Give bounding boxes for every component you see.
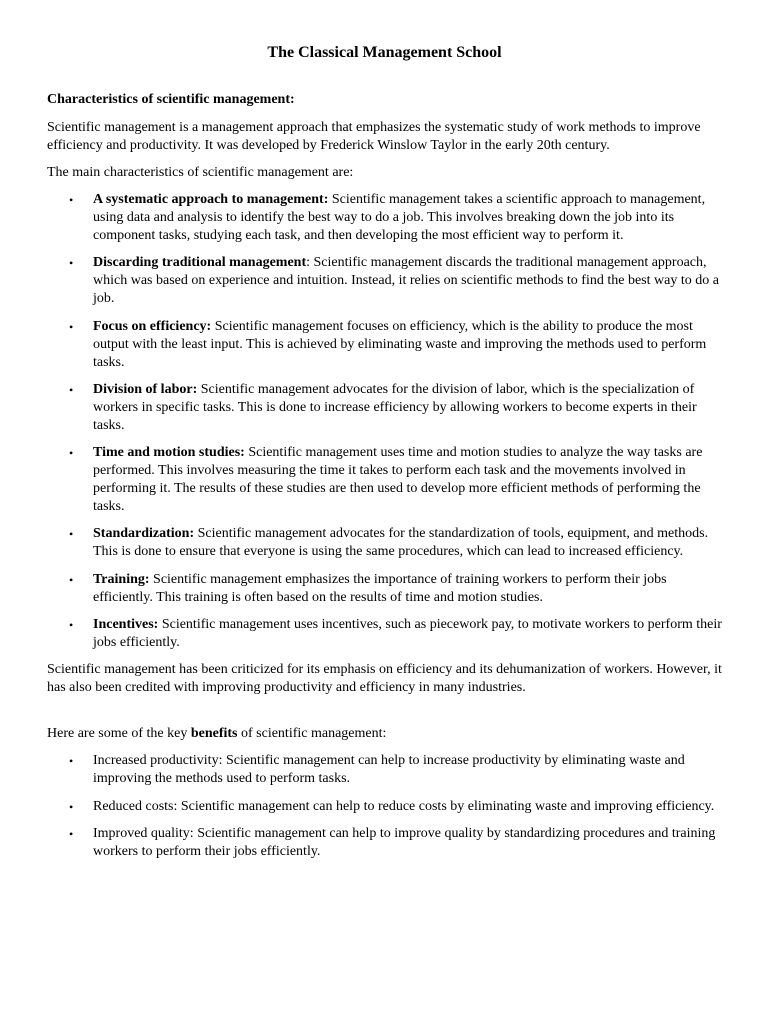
list-item bbox=[47, 444, 722, 516]
section-spacer bbox=[47, 706, 722, 725]
bullet-icon: • bbox=[69, 572, 74, 587]
list-item bbox=[47, 825, 722, 861]
bullet-icon: • bbox=[69, 618, 74, 633]
list-item-text: : Scientific management discards the traditional management approach, which was based on experience and intuition. Instead, it relies on scientific methods to find the best way to do a job. bbox=[93, 255, 719, 307]
list-item-text: Scientific management advocates for the division of labor, which is the specialization of workers in specific tasks. This is done to increase efficiency by allowing workers to become experts in their tasks. bbox=[93, 381, 697, 433]
list-item-text: Scientific management advocates for the standardization of tools, equipment, and methods. This is done to ensure that everyone is using the same procedures, which can lead to increased efficiency. bbox=[93, 526, 709, 560]
list-item bbox=[47, 525, 722, 561]
list-item bbox=[47, 752, 722, 788]
bullet-icon: • bbox=[69, 256, 74, 271]
list-item-term: Discarding traditional management bbox=[93, 255, 307, 271]
document-title: The Classical Management School bbox=[267, 44, 502, 61]
bullet-icon: • bbox=[69, 382, 74, 397]
list-item-term: Time and motion studies: bbox=[93, 445, 245, 461]
characteristics-list bbox=[47, 191, 722, 652]
list-item-term: Training: bbox=[93, 571, 150, 587]
list-item bbox=[47, 318, 722, 372]
list-item-text: Improved quality: Scientific management can help to improve quality by standardizing procedures and training workers to perform their jobs efficiently. bbox=[93, 825, 716, 859]
bullet-icon: • bbox=[69, 527, 74, 542]
list-item-text: Reduced costs: Scientific management can help to reduce costs by eliminating waste and improving efficiency. bbox=[93, 798, 715, 814]
list-item-term: Standardization: bbox=[93, 526, 195, 542]
list-item-text: Scientific management uses incentives, such as piecework pay, to motivate workers to perform their jobs efficiently. bbox=[93, 617, 722, 651]
bullet-icon: • bbox=[69, 826, 74, 841]
list-item bbox=[47, 254, 722, 308]
lead-in-paragraph: The main characteristics of scientific management are: bbox=[47, 165, 354, 180]
list-item-text: Scientific management uses time and motion studies to analyze the way tasks are performed. This involves measuring the time it takes to perform each task and the movements involved in performing it. The results of these studies are then used to develop more efficient methods of performing the tasks. bbox=[93, 445, 703, 515]
list-item bbox=[47, 616, 722, 652]
intro-paragraph: Scientific management is a management approach that emphasizes the systematic study of work methods to improve efficiency and productivity. It was developed by Frederick Winslow Taylor in the early 20th century. bbox=[47, 120, 701, 153]
list-item-term: Incentives: bbox=[93, 617, 159, 633]
list-item-text: Increased productivity: Scientific management can help to increase productivity by eliminating waste and improving the methods used to perform tasks. bbox=[93, 753, 685, 787]
list-item bbox=[47, 571, 722, 607]
list-item-term: Focus on efficiency: bbox=[93, 318, 212, 334]
list-item-text: Scientific management focuses on efficiency, which is the ability to produce the most output with the least input. This is achieved by eliminating waste and improving the methods used to perform tasks. bbox=[93, 318, 707, 370]
list-item-text: Scientific management emphasizes the importance of training workers to perform their jobs efficiently. This training is often based on the results of time and motion studies. bbox=[93, 571, 667, 605]
benefits-intro-bold: benefits bbox=[190, 726, 238, 742]
list-item-term: A systematic approach to management: bbox=[93, 192, 329, 207]
bullet-icon: • bbox=[69, 799, 74, 814]
section-heading: Characteristics of scientific management: bbox=[47, 92, 295, 107]
list-item bbox=[47, 798, 722, 816]
list-item-term: Division of labor: bbox=[93, 381, 198, 397]
benefits-list bbox=[47, 752, 722, 861]
criticism-paragraph: Scientific management has been criticized for its emphasis on efficiency and its dehumanization of workers. However, it has also been credited with improving productivity and efficiency in many industries. bbox=[47, 662, 722, 696]
list-item bbox=[47, 191, 722, 245]
bullet-icon: • bbox=[69, 193, 74, 207]
list-item bbox=[47, 381, 722, 435]
benefits-intro-before: Here are some of the key bbox=[47, 726, 191, 742]
list-item-text: Scientific management takes a scientific approach to management, using data and analysis to identify the best way to do a job. This involves breaking down the job into its component tasks, studying each task, and then developing the most efficient way to perform it. bbox=[93, 192, 706, 243]
bullet-icon: • bbox=[69, 319, 74, 334]
benefits-intro-paragraph bbox=[47, 725, 722, 743]
bullet-icon: • bbox=[69, 446, 74, 461]
bullet-icon: • bbox=[69, 754, 74, 769]
benefits-intro-after: of scientific management: bbox=[237, 726, 387, 742]
